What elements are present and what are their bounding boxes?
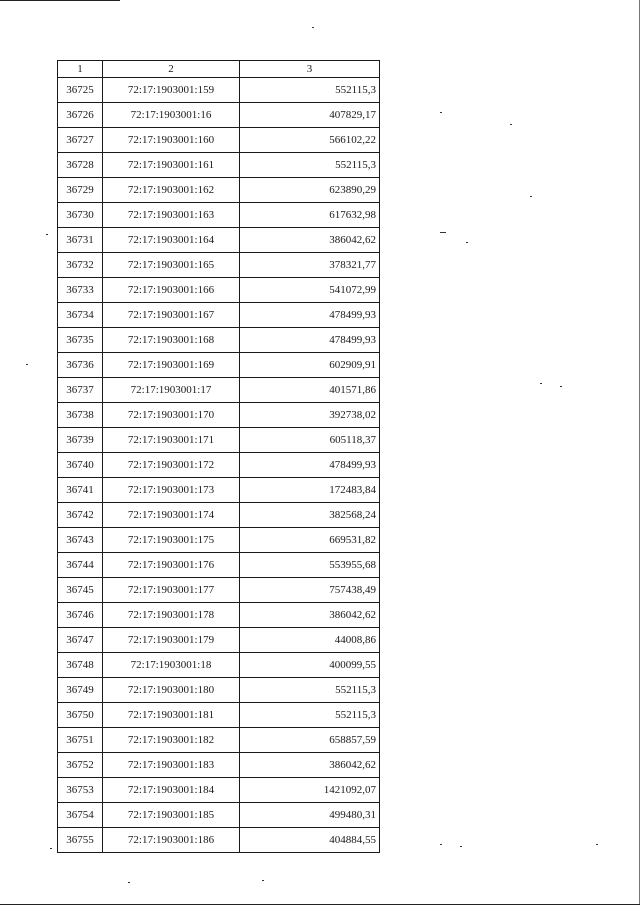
scan-edge-top: [0, 0, 120, 1]
table-row: [58, 828, 380, 853]
value-cell: 386042,62: [240, 603, 380, 628]
cadastral-number-cell: 72:17:1903001:180: [103, 678, 240, 703]
row-number-cell: 36741: [58, 478, 103, 503]
cadastral-number-cell: 72:17:1903001:178: [103, 603, 240, 628]
cadastral-number-cell: 72:17:1903001:183: [103, 753, 240, 778]
row-number-cell: 36725: [58, 78, 103, 103]
table-row: [58, 578, 380, 603]
scan-speck: [26, 364, 28, 365]
row-number-cell: 36753: [58, 778, 103, 803]
value-cell: 478499,93: [240, 303, 380, 328]
table-row: [58, 203, 380, 228]
value-cell: 658857,59: [240, 728, 380, 753]
row-number-cell: 36740: [58, 453, 103, 478]
value-cell: 401571,86: [240, 378, 380, 403]
value-cell: 386042,62: [240, 228, 380, 253]
scan-speck: [440, 232, 446, 233]
table-row: [58, 603, 380, 628]
cadastral-number-cell: 72:17:1903001:184: [103, 778, 240, 803]
value-cell: 382568,24: [240, 503, 380, 528]
row-number-cell: 36728: [58, 153, 103, 178]
table-row: [58, 278, 380, 303]
value-cell: 553955,68: [240, 553, 380, 578]
value-cell: 404884,55: [240, 828, 380, 853]
cadastral-table: [57, 60, 380, 853]
table-row: [58, 678, 380, 703]
scan-speck: [262, 880, 264, 881]
value-cell: 172483,84: [240, 478, 380, 503]
scan-speck: [510, 124, 512, 125]
value-cell: 1421092,07: [240, 778, 380, 803]
cadastral-number-cell: 72:17:1903001:181: [103, 703, 240, 728]
cadastral-number-cell: 72:17:1903001:18: [103, 653, 240, 678]
value-cell: 552115,3: [240, 703, 380, 728]
value-cell: 552115,3: [240, 78, 380, 103]
table-row: [58, 778, 380, 803]
value-cell: 499480,31: [240, 803, 380, 828]
table-header-row: [58, 61, 380, 78]
table-row: [58, 478, 380, 503]
row-number-cell: 36733: [58, 278, 103, 303]
row-number-cell: 36747: [58, 628, 103, 653]
cadastral-number-cell: 72:17:1903001:165: [103, 253, 240, 278]
value-cell: 605118,37: [240, 428, 380, 453]
scan-speck: [560, 386, 562, 387]
table-row: [58, 253, 380, 278]
table-row: [58, 503, 380, 528]
cadastral-number-cell: 72:17:1903001:173: [103, 478, 240, 503]
value-cell: 552115,3: [240, 153, 380, 178]
row-number-cell: 36734: [58, 303, 103, 328]
value-cell: 392738,02: [240, 403, 380, 428]
scan-speck: [530, 196, 532, 197]
table-row: [58, 428, 380, 453]
cadastral-number-cell: 72:17:1903001:179: [103, 628, 240, 653]
table-row: [58, 728, 380, 753]
value-cell: 378321,77: [240, 253, 380, 278]
row-number-cell: 36730: [58, 203, 103, 228]
row-number-cell: 36752: [58, 753, 103, 778]
value-cell: 541072,99: [240, 278, 380, 303]
table-row: [58, 153, 380, 178]
scan-speck: [440, 844, 442, 845]
header-col-3: 3: [240, 61, 380, 78]
table-row: [58, 178, 380, 203]
scan-speck: [46, 234, 48, 235]
table-row: [58, 303, 380, 328]
row-number-cell: 36746: [58, 603, 103, 628]
header-col-1: 1: [58, 61, 103, 78]
scan-speck: [460, 846, 462, 847]
value-cell: 757438,49: [240, 578, 380, 603]
table-row: [58, 103, 380, 128]
value-cell: 566102,22: [240, 128, 380, 153]
cadastral-number-cell: 72:17:1903001:167: [103, 303, 240, 328]
row-number-cell: 36749: [58, 678, 103, 703]
value-cell: 623890,29: [240, 178, 380, 203]
cadastral-number-cell: 72:17:1903001:166: [103, 278, 240, 303]
scan-speck: [312, 27, 314, 28]
cadastral-number-cell: 72:17:1903001:176: [103, 553, 240, 578]
scan-speck: [466, 242, 468, 243]
scan-speck: [440, 112, 442, 113]
table-row: [58, 703, 380, 728]
cadastral-number-cell: 72:17:1903001:164: [103, 228, 240, 253]
row-number-cell: 36736: [58, 353, 103, 378]
cadastral-number-cell: 72:17:1903001:177: [103, 578, 240, 603]
table-row: [58, 653, 380, 678]
table-body: [58, 78, 380, 853]
cadastral-number-cell: 72:17:1903001:17: [103, 378, 240, 403]
value-cell: 407829,17: [240, 103, 380, 128]
row-number-cell: 36751: [58, 728, 103, 753]
cadastral-number-cell: 72:17:1903001:172: [103, 453, 240, 478]
table-row: [58, 353, 380, 378]
table-row: [58, 78, 380, 103]
scan-speck: [596, 844, 598, 845]
value-cell: 400099,55: [240, 653, 380, 678]
row-number-cell: 36735: [58, 328, 103, 353]
table-row: [58, 753, 380, 778]
row-number-cell: 36743: [58, 528, 103, 553]
header-col-2: 2: [103, 61, 240, 78]
row-number-cell: 36739: [58, 428, 103, 453]
row-number-cell: 36729: [58, 178, 103, 203]
cadastral-number-cell: 72:17:1903001:169: [103, 353, 240, 378]
row-number-cell: 36726: [58, 103, 103, 128]
table-row: [58, 628, 380, 653]
row-number-cell: 36742: [58, 503, 103, 528]
scan-speck: [540, 383, 542, 384]
cadastral-number-cell: 72:17:1903001:163: [103, 203, 240, 228]
row-number-cell: 36731: [58, 228, 103, 253]
cadastral-number-cell: 72:17:1903001:161: [103, 153, 240, 178]
cadastral-number-cell: 72:17:1903001:170: [103, 403, 240, 428]
value-cell: 478499,93: [240, 328, 380, 353]
row-number-cell: 36732: [58, 253, 103, 278]
cadastral-number-cell: 72:17:1903001:175: [103, 528, 240, 553]
value-cell: 552115,3: [240, 678, 380, 703]
cadastral-number-cell: 72:17:1903001:159: [103, 78, 240, 103]
cadastral-number-cell: 72:17:1903001:16: [103, 103, 240, 128]
row-number-cell: 36745: [58, 578, 103, 603]
value-cell: 669531,82: [240, 528, 380, 553]
row-number-cell: 36738: [58, 403, 103, 428]
cadastral-number-cell: 72:17:1903001:171: [103, 428, 240, 453]
table-row: [58, 453, 380, 478]
cadastral-number-cell: 72:17:1903001:185: [103, 803, 240, 828]
row-number-cell: 36748: [58, 653, 103, 678]
row-number-cell: 36750: [58, 703, 103, 728]
value-cell: 602909,91: [240, 353, 380, 378]
value-cell: 478499,93: [240, 453, 380, 478]
row-number-cell: 36755: [58, 828, 103, 853]
cadastral-number-cell: 72:17:1903001:168: [103, 328, 240, 353]
value-cell: 617632,98: [240, 203, 380, 228]
cadastral-number-cell: 72:17:1903001:162: [103, 178, 240, 203]
scan-speck: [128, 882, 130, 883]
row-number-cell: 36727: [58, 128, 103, 153]
table-row: [58, 378, 380, 403]
row-number-cell: 36737: [58, 378, 103, 403]
table-row: [58, 528, 380, 553]
cadastral-number-cell: 72:17:1903001:160: [103, 128, 240, 153]
row-number-cell: 36744: [58, 553, 103, 578]
table-row: [58, 553, 380, 578]
table-row: [58, 328, 380, 353]
scan-speck: [50, 848, 52, 849]
table-row: [58, 228, 380, 253]
table-row: [58, 803, 380, 828]
table-row: [58, 128, 380, 153]
cadastral-number-cell: 72:17:1903001:174: [103, 503, 240, 528]
value-cell: 386042,62: [240, 753, 380, 778]
table-row: [58, 403, 380, 428]
value-cell: 44008,86: [240, 628, 380, 653]
row-number-cell: 36754: [58, 803, 103, 828]
cadastral-number-cell: 72:17:1903001:182: [103, 728, 240, 753]
cadastral-number-cell: 72:17:1903001:186: [103, 828, 240, 853]
